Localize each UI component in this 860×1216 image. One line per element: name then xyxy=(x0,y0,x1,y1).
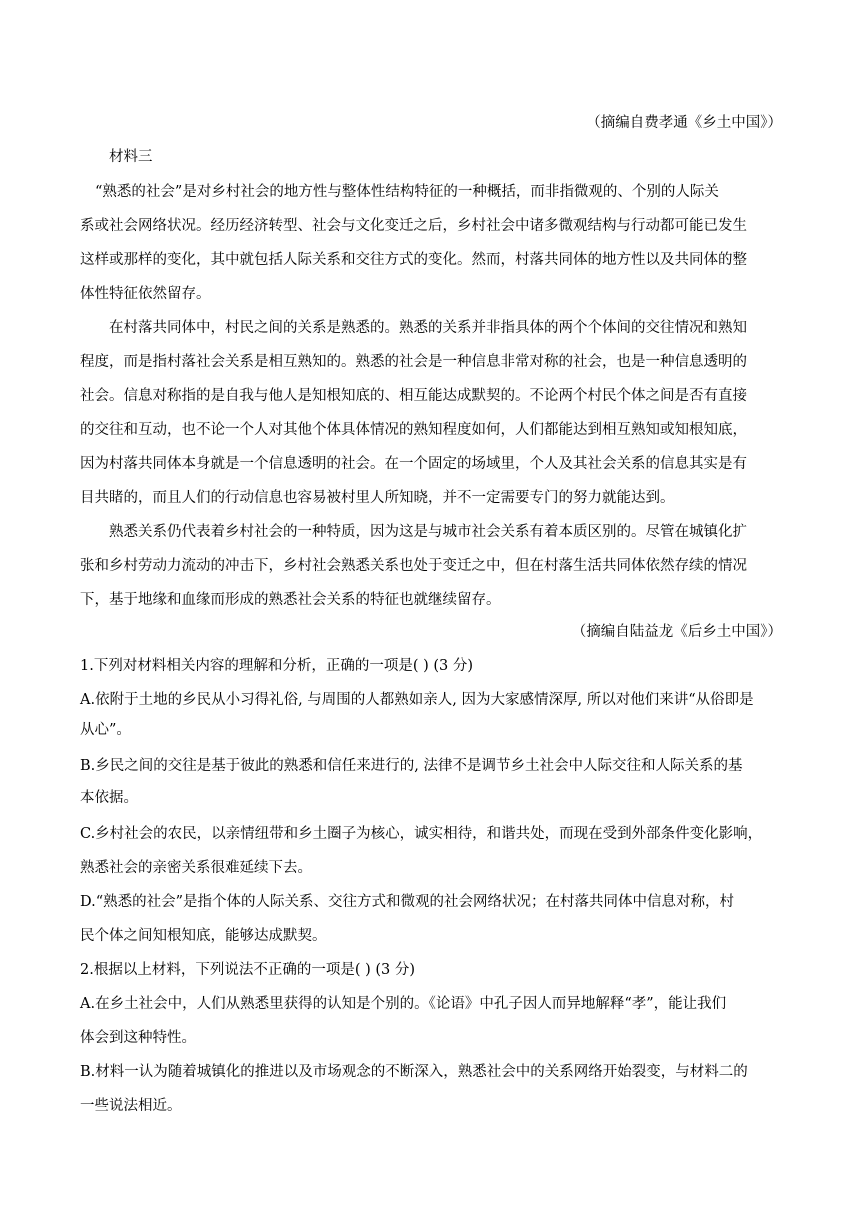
q1-option-b-line-1: B.乡民之间的交往是基于彼此的熟悉和信任来进行的, 法律不是调节乡土社会中人际交往和人际关系的基 xyxy=(80,758,743,774)
m3-p2-line-6: 目共睹的，而且人们的行动信息也容易被村里人所知晓，并不一定需要专门的努力就能达到。 xyxy=(80,490,675,506)
m3-p1-line-2: 系或社会网络状况。经历经济转型、社会与文化变迁之后，乡村社会中诸多微观结构与行动都可能已发生 xyxy=(80,218,747,234)
m3-p1-line-3: 这样或那样的变化，其中就包括人际关系和交往方式的变化。然而，村落共同体的地方性以及共同体的整 xyxy=(80,252,747,268)
q1-option-c-line-1: C.乡村社会的农民，以亲情纽带和乡土圈子为核心，诚实相待，和谐共处，而现在受到外部条件变化影响， xyxy=(80,826,763,842)
m3-p2-line-1: 在村落共同体中，村民之间的关系是熟悉的。熟悉的关系并非指具体的两个个体间的交往情况和熟知 xyxy=(109,320,747,336)
q1-option-a-line-1: A.依附于土地的乡民从小习得礼俗, 与周围的人都熟如亲人, 因为大家感情深厚, 所以对他们来讲“从俗即是 xyxy=(80,692,754,708)
q1-option-d-line-1: D.“熟悉的社会”是指个体的人际关系、交往方式和微观的社会网络状况；在村落共同体中信息对称，村 xyxy=(80,894,735,910)
material-3-heading: 材料三 xyxy=(109,149,153,165)
q2-option-b-line-1: B.材料一认为随着城镇化的推进以及市场观念的不断深入，熟悉社会中的关系网络开始裂变，与材料二的 xyxy=(80,1064,748,1080)
m3-p3-line-2: 张和乡村劳动力流动的冲击下，乡村社会熟悉关系也处于变迁之中，但在村落生活共同体依然存续的情况 xyxy=(80,558,747,574)
q2-option-b-line-2: 一些说法相近。 xyxy=(80,1098,182,1114)
q1-option-c-line-2: 熟悉社会的亲密关系很难延续下去。 xyxy=(80,860,312,876)
q2-option-a-line-2: 体会到这种特性。 xyxy=(80,1030,196,1046)
source-citation-2: （摘编自陆益龙《后乡土中国》） xyxy=(571,624,782,640)
m3-p1-line-4: 体性特征依然留存。 xyxy=(80,286,211,302)
q1-option-b-line-2: 本依据。 xyxy=(80,790,138,806)
m3-p2-line-2: 程度，而是指村落社会关系是相互熟知的。熟悉的社会是一种信息非常对称的社会，也是一种信息透明的 xyxy=(80,354,747,370)
m3-p1-line-1: “熟悉的社会”是对乡村社会的地方性与整体性结构特征的一种概括，而非指微观的、个别的人际关 xyxy=(95,184,719,200)
m3-p3-line-1: 熟悉关系仍代表着乡村社会的一种特质，因为这是与城市社会关系有着本质区别的。尽管在城镇化扩 xyxy=(109,524,747,540)
q2-option-a-line-1: A.在乡土社会中，人们从熟悉里获得的认知是个别的。《论语》中孔子因人而异地解释“孝”，能让我们 xyxy=(80,996,727,1012)
q1-option-a-line-2: 从心”。 xyxy=(80,722,131,738)
question-2-stem: 2.根据以上材料，下列说法不正确的一项是( ) (3 分) xyxy=(80,962,416,978)
source-citation-1: （摘编自费孝通《乡土中国》） xyxy=(586,115,782,131)
m3-p2-line-5: 因为村落共同体本身就是一个信息透明的社会。在一个固定的场域里，个人及其社会关系的信息其实是有 xyxy=(80,456,747,472)
question-1-stem: 1.下列对材料相关内容的理解和分析，正确的一项是( ) (3 分) xyxy=(80,658,474,674)
m3-p3-line-3: 下，基于地缘和血缘而形成的熟悉社会关系的特征也就继续留存。 xyxy=(80,592,501,608)
m3-p2-line-4: 的交往和互动，也不论一个人对其他个体具体情况的熟知程度如何，人们都能达到相互熟知或知根知底， xyxy=(80,422,747,438)
q1-option-d-line-2: 民个体之间知根知底，能够达成默契。 xyxy=(80,928,327,944)
m3-p2-line-3: 社会。信息对称指的是自我与他人是知根知底的、相互能达成默契的。不论两个村民个体之间是否有直接 xyxy=(80,388,747,404)
